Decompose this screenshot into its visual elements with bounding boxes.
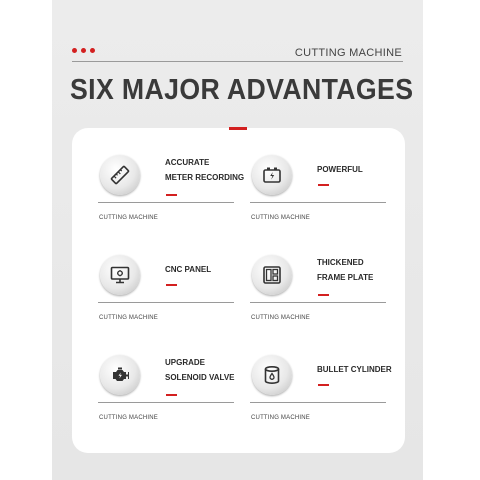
red-accent-mark bbox=[318, 184, 329, 186]
feature-divider bbox=[98, 202, 234, 203]
monitor-icon bbox=[100, 255, 140, 295]
red-dot bbox=[81, 48, 86, 53]
feature-solenoid-valve bbox=[100, 355, 248, 435]
feature-label: THICKENED FRAME PLATE bbox=[317, 258, 374, 282]
feature-caption: CUTTING MACHINE bbox=[99, 415, 158, 421]
battery-icon bbox=[252, 155, 292, 195]
feature-divider bbox=[98, 402, 234, 403]
feature-divider bbox=[98, 302, 234, 303]
feature-label: BULLET CYLINDER bbox=[317, 365, 392, 374]
cylinder-icon bbox=[252, 355, 292, 395]
ruler-icon bbox=[100, 155, 140, 195]
feature-label: UPGRADE SOLENOID VALVE bbox=[165, 358, 235, 382]
decorative-dots bbox=[72, 48, 95, 53]
feature-divider bbox=[250, 302, 386, 303]
frame-plate-icon bbox=[252, 255, 292, 295]
red-accent-mark bbox=[166, 194, 177, 196]
red-dot bbox=[72, 48, 77, 53]
feature-caption: CUTTING MACHINE bbox=[251, 215, 310, 221]
feature-divider bbox=[250, 402, 386, 403]
red-accent-mark bbox=[318, 294, 329, 296]
feature-label: POWERFUL bbox=[317, 165, 363, 174]
red-dot bbox=[90, 48, 95, 53]
feature-caption: CUTTING MACHINE bbox=[251, 315, 310, 321]
feature-thickened-frame bbox=[252, 255, 400, 335]
red-accent-mark bbox=[166, 394, 177, 396]
feature-cnc-panel bbox=[100, 255, 248, 335]
feature-caption: CUTTING MACHINE bbox=[99, 315, 158, 321]
brand-label: CUTTING MACHINE bbox=[294, 47, 402, 59]
feature-label: ACCURATE METER RECORDING bbox=[165, 158, 245, 182]
feature-caption: CUTTING MACHINE bbox=[251, 415, 310, 421]
feature-bullet-cylinder bbox=[252, 355, 400, 435]
red-accent-mark bbox=[318, 384, 329, 386]
feature-powerful bbox=[252, 155, 400, 235]
header-divider bbox=[72, 61, 403, 62]
feature-label: CNC PANEL bbox=[165, 265, 212, 274]
feature-caption: CUTTING MACHINE bbox=[99, 215, 158, 221]
card-accent-bar bbox=[229, 127, 247, 130]
feature-divider bbox=[250, 202, 386, 203]
solenoid-valve-icon bbox=[100, 355, 140, 395]
page-title: SIX MAJOR ADVANTAGES bbox=[70, 74, 414, 106]
red-accent-mark bbox=[166, 284, 177, 286]
feature-accurate-meter bbox=[100, 155, 248, 235]
